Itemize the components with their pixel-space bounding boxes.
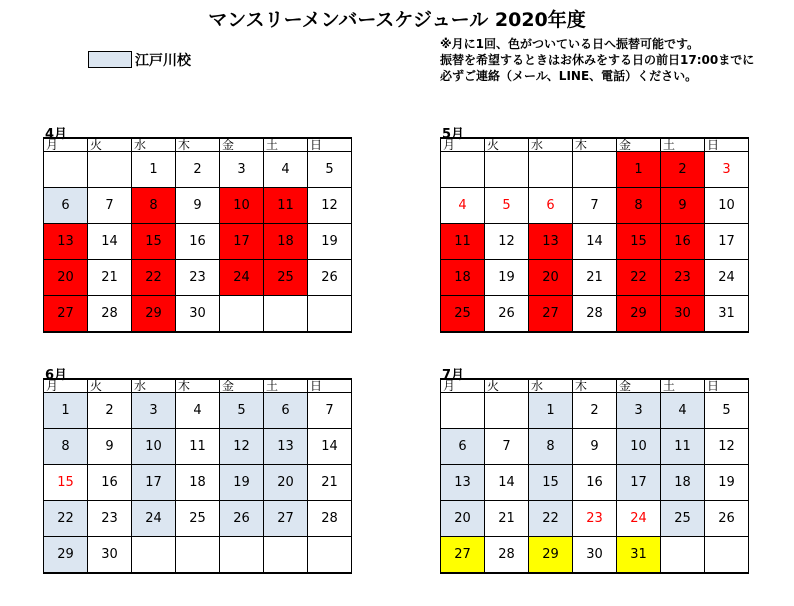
day-cell: 3 [617, 393, 661, 429]
day-cell: 7 [88, 188, 132, 224]
day-cell: 24 [220, 260, 264, 296]
day-cell: 4 [441, 188, 485, 224]
week-row [441, 152, 749, 188]
weekday-header: 金 [220, 379, 264, 393]
weekday-header: 金 [617, 138, 661, 152]
month-label: 7月 [442, 368, 465, 383]
weekday-header: 火 [485, 138, 529, 152]
day-cell: 28 [88, 296, 132, 333]
day-cell: 19 [308, 224, 352, 260]
weekday-header: 日 [705, 138, 749, 152]
day-cell: 22 [617, 260, 661, 296]
weekday-header: 月 [44, 138, 88, 152]
day-cell: 22 [44, 501, 88, 537]
day-cell: 29 [529, 537, 573, 574]
day-cell: 26 [485, 296, 529, 333]
day-cell: 2 [661, 152, 705, 188]
day-cell: 30 [176, 296, 220, 333]
weekday-header: 日 [308, 138, 352, 152]
day-cell: 7 [573, 188, 617, 224]
calendar-june [43, 368, 352, 574]
day-cell: 9 [573, 429, 617, 465]
day-cell: 15 [132, 224, 176, 260]
day-cell: 9 [88, 429, 132, 465]
week-row [441, 537, 749, 574]
day-cell: 28 [308, 501, 352, 537]
weekday-header: 金 [617, 379, 661, 393]
empty-cell [705, 537, 749, 574]
week-row [44, 152, 352, 188]
day-cell: 16 [176, 224, 220, 260]
day-cell: 25 [661, 501, 705, 537]
month-label: 4月 [45, 127, 68, 142]
day-cell: 28 [485, 537, 529, 574]
day-cell: 18 [264, 224, 308, 260]
day-cell: 22 [132, 260, 176, 296]
day-cell: 12 [308, 188, 352, 224]
week-row [44, 465, 352, 501]
day-cell: 20 [529, 260, 573, 296]
empty-cell [176, 537, 220, 574]
day-cell: 21 [485, 501, 529, 537]
empty-cell [308, 296, 352, 333]
week-row [441, 429, 749, 465]
day-cell: 5 [485, 188, 529, 224]
day-cell: 20 [44, 260, 88, 296]
empty-cell [220, 296, 264, 333]
day-cell: 30 [573, 537, 617, 574]
weekday-header: 木 [573, 379, 617, 393]
day-cell: 16 [88, 465, 132, 501]
week-row [44, 393, 352, 429]
day-cell: 8 [132, 188, 176, 224]
weekday-header: 土 [264, 379, 308, 393]
empty-cell [264, 296, 308, 333]
day-cell: 3 [132, 393, 176, 429]
empty-cell [485, 152, 529, 188]
day-cell: 27 [441, 537, 485, 574]
day-cell: 6 [441, 429, 485, 465]
day-cell: 4 [661, 393, 705, 429]
week-row [441, 224, 749, 260]
day-cell: 29 [132, 296, 176, 333]
day-cell: 24 [705, 260, 749, 296]
day-cell: 13 [44, 224, 88, 260]
empty-cell [441, 152, 485, 188]
empty-cell [661, 537, 705, 574]
day-cell: 12 [485, 224, 529, 260]
day-cell: 13 [264, 429, 308, 465]
day-cell: 15 [529, 465, 573, 501]
day-cell: 4 [264, 152, 308, 188]
day-cell: 17 [220, 224, 264, 260]
weekday-header: 水 [529, 379, 573, 393]
day-cell: 18 [441, 260, 485, 296]
day-cell: 5 [308, 152, 352, 188]
empty-cell [132, 537, 176, 574]
week-row [441, 501, 749, 537]
day-cell: 20 [264, 465, 308, 501]
empty-cell [264, 537, 308, 574]
day-cell: 2 [88, 393, 132, 429]
empty-cell [220, 537, 264, 574]
note-line: 必ずご連絡（メール、LINE、電話）ください。 [440, 69, 698, 83]
day-cell: 12 [220, 429, 264, 465]
empty-cell [308, 537, 352, 574]
weekday-header: 日 [705, 379, 749, 393]
weekday-header: 火 [485, 379, 529, 393]
day-cell: 13 [529, 224, 573, 260]
day-cell: 17 [617, 465, 661, 501]
page-title: マンスリーメンバースケジュール 2020年度 [208, 9, 586, 31]
day-cell: 20 [441, 501, 485, 537]
day-cell: 22 [529, 501, 573, 537]
weekday-header: 土 [661, 379, 705, 393]
day-cell: 29 [617, 296, 661, 333]
day-cell: 5 [705, 393, 749, 429]
day-cell: 26 [705, 501, 749, 537]
day-cell: 25 [264, 260, 308, 296]
day-cell: 24 [132, 501, 176, 537]
week-row [441, 296, 749, 333]
day-cell: 26 [220, 501, 264, 537]
legend-label: 江戸川校 [135, 53, 191, 69]
day-cell: 16 [573, 465, 617, 501]
empty-cell [529, 152, 573, 188]
day-cell: 3 [705, 152, 749, 188]
day-cell: 16 [661, 224, 705, 260]
day-cell: 27 [44, 296, 88, 333]
day-cell: 30 [661, 296, 705, 333]
day-cell: 1 [617, 152, 661, 188]
weekday-header: 水 [132, 379, 176, 393]
week-row [441, 393, 749, 429]
empty-cell [44, 152, 88, 188]
day-cell: 14 [308, 429, 352, 465]
weekday-header: 木 [176, 138, 220, 152]
weekday-header: 水 [529, 138, 573, 152]
day-cell: 24 [617, 501, 661, 537]
day-cell: 19 [220, 465, 264, 501]
month-label: 6月 [45, 368, 68, 383]
day-cell: 14 [573, 224, 617, 260]
day-cell: 1 [132, 152, 176, 188]
empty-cell [88, 152, 132, 188]
note-line: ※月に1回、色がついている日へ振替可能です。 [440, 37, 700, 51]
day-cell: 4 [176, 393, 220, 429]
day-cell: 31 [617, 537, 661, 574]
day-cell: 23 [88, 501, 132, 537]
week-row [44, 501, 352, 537]
day-cell: 17 [132, 465, 176, 501]
day-cell: 3 [220, 152, 264, 188]
day-cell: 25 [441, 296, 485, 333]
weekday-header: 火 [88, 379, 132, 393]
day-cell: 30 [88, 537, 132, 574]
day-cell: 1 [44, 393, 88, 429]
day-cell: 2 [176, 152, 220, 188]
day-cell: 15 [617, 224, 661, 260]
day-cell: 10 [617, 429, 661, 465]
calendar-may [440, 127, 749, 333]
week-row [441, 465, 749, 501]
day-cell: 7 [308, 393, 352, 429]
weekday-header: 土 [264, 138, 308, 152]
weekday-header: 土 [661, 138, 705, 152]
weekday-header: 月 [44, 379, 88, 393]
empty-cell [485, 393, 529, 429]
week-row [441, 260, 749, 296]
day-cell: 17 [705, 224, 749, 260]
week-row [441, 188, 749, 224]
day-cell: 6 [529, 188, 573, 224]
weekday-header: 金 [220, 138, 264, 152]
day-cell: 27 [529, 296, 573, 333]
day-cell: 9 [661, 188, 705, 224]
day-cell: 10 [220, 188, 264, 224]
day-cell: 28 [573, 296, 617, 333]
calendar-july [440, 368, 749, 574]
day-cell: 21 [573, 260, 617, 296]
day-cell: 12 [705, 429, 749, 465]
day-cell: 18 [661, 465, 705, 501]
day-cell: 10 [705, 188, 749, 224]
day-cell: 23 [661, 260, 705, 296]
day-cell: 11 [176, 429, 220, 465]
week-row [44, 296, 352, 333]
day-cell: 7 [485, 429, 529, 465]
day-cell: 27 [264, 501, 308, 537]
day-cell: 6 [44, 188, 88, 224]
calendar-april [43, 127, 352, 333]
weekday-header: 火 [88, 138, 132, 152]
day-cell: 11 [264, 188, 308, 224]
day-cell: 6 [264, 393, 308, 429]
day-cell: 26 [308, 260, 352, 296]
day-cell: 25 [176, 501, 220, 537]
day-cell: 13 [441, 465, 485, 501]
day-cell: 10 [132, 429, 176, 465]
weekday-header: 日 [308, 379, 352, 393]
day-cell: 23 [573, 501, 617, 537]
day-cell: 15 [44, 465, 88, 501]
day-cell: 29 [44, 537, 88, 574]
notes [440, 36, 754, 84]
legend-color-swatch [88, 51, 132, 68]
calendar-grid [43, 378, 352, 574]
day-cell: 21 [308, 465, 352, 501]
weekday-header: 月 [441, 138, 485, 152]
calendar-grid [440, 378, 749, 574]
day-cell: 8 [529, 429, 573, 465]
day-cell: 23 [176, 260, 220, 296]
day-cell: 19 [485, 260, 529, 296]
weekday-header: 木 [176, 379, 220, 393]
calendar-grid [43, 137, 352, 333]
note-line: 振替を希望するときはお休みをする日の前日17:00までに [440, 53, 755, 67]
week-row [44, 537, 352, 574]
day-cell: 5 [220, 393, 264, 429]
day-cell: 11 [441, 224, 485, 260]
week-row [44, 188, 352, 224]
week-row [44, 429, 352, 465]
weekday-header: 月 [441, 379, 485, 393]
day-cell: 31 [705, 296, 749, 333]
weekday-header: 木 [573, 138, 617, 152]
calendar-grid [440, 137, 749, 333]
empty-cell [573, 152, 617, 188]
day-cell: 21 [88, 260, 132, 296]
month-label: 5月 [442, 127, 465, 142]
week-row [44, 224, 352, 260]
day-cell: 2 [573, 393, 617, 429]
day-cell: 18 [176, 465, 220, 501]
empty-cell [441, 393, 485, 429]
weekday-header: 水 [132, 138, 176, 152]
day-cell: 19 [705, 465, 749, 501]
week-row [44, 260, 352, 296]
day-cell: 14 [485, 465, 529, 501]
day-cell: 11 [661, 429, 705, 465]
day-cell: 9 [176, 188, 220, 224]
day-cell: 14 [88, 224, 132, 260]
day-cell: 1 [529, 393, 573, 429]
day-cell: 8 [44, 429, 88, 465]
day-cell: 8 [617, 188, 661, 224]
